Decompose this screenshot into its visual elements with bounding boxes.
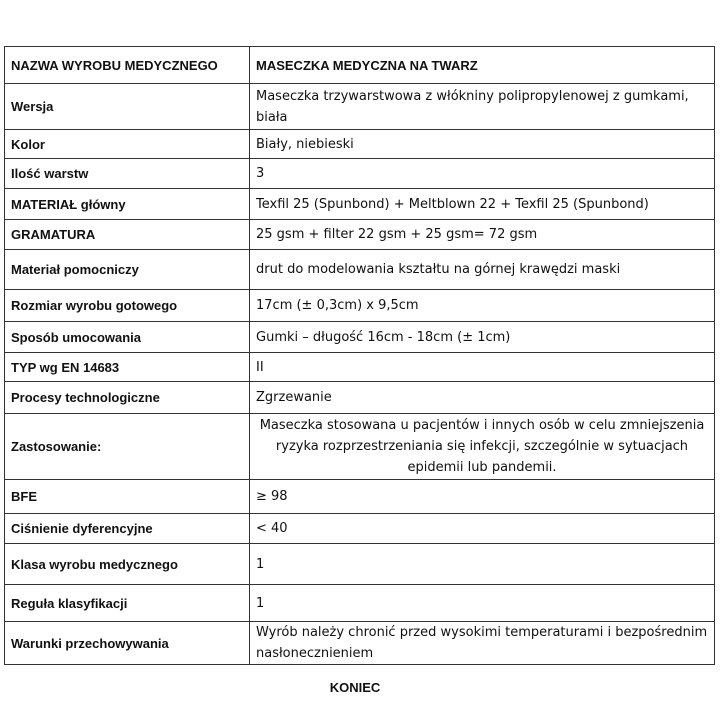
row-value: Texfil 25 (Spunbond) + Meltblown 22 + Texfil 25 (Spunbond) (250, 189, 715, 220)
end-label: KONIEC (329, 680, 381, 695)
row-label: MATERIAŁ główny (5, 189, 250, 220)
header-value: MASECZKA MEDYCZNA NA TWARZ (250, 47, 715, 84)
table-row (5, 159, 715, 189)
row-value: < 40 (250, 514, 715, 544)
table-row (5, 290, 715, 322)
table-row (5, 414, 715, 480)
table-row (5, 189, 715, 220)
row-label: Rozmiar wyrobu gotowego (5, 290, 250, 322)
row-label: Materiał pomocniczy (5, 250, 250, 290)
spec-table (4, 46, 715, 665)
row-value: Biały, niebieski (250, 130, 715, 159)
row-label: Procesy technologiczne (5, 382, 250, 414)
table-row (5, 480, 715, 514)
row-label: Klasa wyrobu medycznego (5, 544, 250, 585)
row-label: Ilość warstw (5, 159, 250, 189)
row-label: Sposób umocowania (5, 322, 250, 353)
row-value: ≥ 98 (250, 480, 715, 514)
row-value: Maseczka stosowana u pacjentów i innych osób w celu zmniejszenia ryzyka rozprzestrzeniania się infekcji, szczególnie w sytuacjach epidemii lub pandemii. (250, 414, 715, 480)
table-row (5, 622, 715, 665)
header-label: NAZWA WYROBU MEDYCZNEGO (5, 47, 250, 84)
row-label: Ciśnienie dyferencyjne (5, 514, 250, 544)
table-row (5, 514, 715, 544)
row-value: 1 (250, 544, 715, 585)
row-value: II (250, 353, 715, 382)
row-label: Zastosowanie: (5, 414, 250, 480)
table-row (5, 220, 715, 250)
row-value: 1 (250, 585, 715, 622)
row-label: Warunki przechowywania (5, 622, 250, 665)
row-label: Wersja (5, 84, 250, 130)
row-value: Zgrzewanie (250, 382, 715, 414)
table-row (5, 585, 715, 622)
row-label: TYP wg EN 14683 (5, 353, 250, 382)
table-header-row (5, 47, 715, 84)
row-value: Gumki – długość 16cm - 18cm (± 1cm) (250, 322, 715, 353)
table-row (5, 130, 715, 159)
row-value: 17cm (± 0,3cm) x 9,5cm (250, 290, 715, 322)
row-label: Kolor (5, 130, 250, 159)
row-value: 25 gsm + filter 22 gsm + 25 gsm= 72 gsm (250, 220, 715, 250)
table-row (5, 544, 715, 585)
row-value: Maseczka trzywarstwowa z włókniny polipropylenowej z gumkami, biała (250, 84, 715, 130)
table-row (5, 250, 715, 290)
table-row (5, 322, 715, 353)
row-value: 3 (250, 159, 715, 189)
row-label: Reguła klasyfikacji (5, 585, 250, 622)
row-value: drut do modelowania kształtu na górnej krawędzi maski (250, 250, 715, 290)
row-value: Wyrób należy chronić przed wysokimi temperaturami i bezpośrednim nasłonecznieniem (250, 622, 715, 665)
table-row (5, 382, 715, 414)
table-row (5, 353, 715, 382)
row-label: GRAMATURA (5, 220, 250, 250)
table-row (5, 84, 715, 130)
row-label: BFE (5, 480, 250, 514)
